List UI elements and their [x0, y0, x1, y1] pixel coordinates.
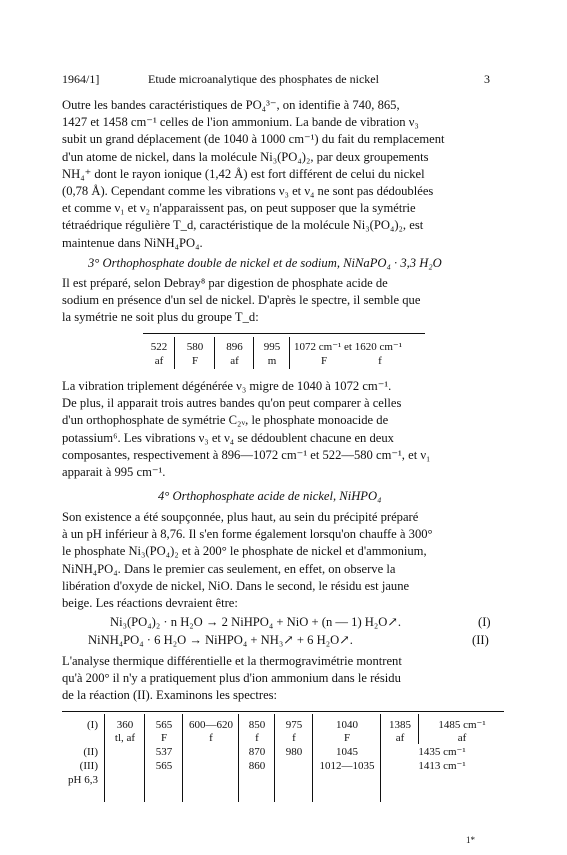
header-journal-year: 1964/1] — [62, 72, 100, 86]
table2-cell: 1413 cm⁻¹ — [418, 760, 466, 772]
table2-cell: (I) — [87, 719, 98, 731]
paragraph-line: le phosphate Ni₃(PO₄)₂ et à 200° le phosphate de nickel et d'ammonium, — [62, 544, 427, 559]
table2-cell: 565 — [155, 719, 173, 731]
paragraph-debray-preparation — [62, 275, 420, 327]
section-3-title: 3° Orthophosphate double de nickel et de sodium, NiNaPO₄ · 3,3 H₂O — [88, 256, 442, 270]
table2-cell: 537 — [155, 746, 173, 758]
table2-cell: 1045 — [336, 746, 358, 758]
table2-top-rule — [62, 711, 504, 712]
table2-cell: 1040 — [336, 719, 358, 731]
table2-cell: 565 — [155, 760, 173, 772]
table1-divider — [214, 337, 215, 369]
paragraph-line: sodium en présence d'un sel de nickel. D'après le spectre, il semble que — [62, 293, 421, 308]
paragraph-line: apparait à 995 cm⁻¹. — [62, 465, 166, 480]
paragraph-line: d'un atome de nickel, dans la molécule Ni₃(PO₄)₂, par deux groupements — [62, 149, 429, 164]
table2-cell: f — [255, 732, 259, 744]
paragraph-line: NH₄⁺ dont le rayon ionique (1,42 Å) est fort différent de celui du nickel — [62, 166, 425, 181]
header-title: Etude microanalytique des phosphates de nickel — [148, 72, 379, 86]
paragraph-line: la symétrie ne soit plus du groupe T_d: — [62, 310, 259, 325]
table1-divider — [174, 337, 175, 369]
table1-top-rule — [143, 333, 425, 334]
table2-cell: pH 6,3 — [68, 774, 98, 786]
table1-intensity: m — [267, 355, 277, 367]
paragraph-line: de la réaction (II). Examinons les spectres: — [62, 688, 278, 703]
table1-value: 1072 cm⁻¹ et 1620 cm⁻¹ — [294, 341, 403, 353]
table2-cell: 860 — [248, 760, 266, 772]
table2-cell: 1385 — [389, 719, 411, 731]
table2-cell: 975 — [285, 719, 303, 731]
paragraph-line: et comme ν₁ et ν₂ n'apparaissent pas, on peut supposer que la symétrie — [62, 201, 416, 216]
paragraph-line: qu'à 200° il n'y a pratiquement plus d'ion ammonium dans le résidu — [62, 671, 401, 686]
table2-cell: 1435 cm⁻¹ — [418, 746, 466, 758]
paragraph-line: beige. Les réactions devraient être: — [62, 596, 238, 611]
paragraph-line: 1427 et 1458 cm⁻¹ celles de l'ion ammonium. La bande de vibration ν₃ — [62, 115, 419, 130]
paragraph-line: Son existence a été soupçonnée, plus haut, au sein du précipité préparé — [62, 510, 419, 524]
table2-divider — [144, 714, 145, 802]
table2-divider — [312, 714, 313, 802]
table2-cell: (II) — [83, 746, 98, 758]
table2-cell: af — [457, 732, 467, 744]
table2-cell: (III) — [79, 760, 98, 772]
table2-cell: 1012—1035 — [319, 760, 375, 772]
table1-divider — [289, 337, 290, 369]
table1-intensity: F — [191, 355, 199, 367]
table2-cell: f — [292, 732, 296, 744]
paragraph-line: NiNH₄PO₄. Dans le premier cas seulement, en effet, on observe la — [62, 561, 396, 576]
table2-cell: 980 — [285, 746, 303, 758]
paragraph-nu3-migration — [62, 378, 430, 481]
paragraph-line: tétraédrique régulière T_d, caractéristique de la molécule Ni₃(PO₄)₂, est — [62, 218, 424, 233]
paragraph-line: potassium⁶. Les vibrations ν₃ et ν₄ se dédoublent chacune en deux — [62, 430, 394, 445]
paragraph-line: Outre les bandes caractéristiques de PO₄³⁻, on identifie à 740, 865, — [62, 98, 400, 112]
paragraph-line: Il est préparé, selon Debray⁸ par digestion de phosphate acide de — [62, 276, 388, 290]
table1-intensity: F — [320, 355, 328, 367]
table2-cell: 850 — [248, 719, 266, 731]
paragraph-thermal-analysis — [62, 653, 402, 705]
paragraph-line: (0,78 Å). Cependant comme les vibrations ν₃ et ν₄ ne sont pas dédoublées — [62, 184, 434, 199]
table2-cell: f — [209, 732, 213, 744]
paragraph-line: composantes, respectivement à 896—1072 cm⁻¹ et 522—580 cm⁻¹, et ν₁ — [62, 447, 431, 462]
paragraph-line: La vibration triplement dégénérée ν₃ migre de 1040 à 1072 cm⁻¹. — [62, 379, 392, 393]
table1-value: 896 — [226, 341, 243, 353]
table1-intensity: f — [378, 355, 382, 367]
table2-divider — [418, 714, 419, 744]
table2-cell: 360 — [116, 719, 134, 731]
paragraph-line: De plus, il apparait trois autres bandes qu'on peut comparer à celles — [62, 396, 402, 411]
table2-cell: F — [343, 732, 351, 744]
table1-divider — [253, 337, 254, 369]
table2-cell: af — [395, 732, 405, 744]
table2-cell: 870 — [248, 746, 266, 758]
paragraph-line: d'un orthophosphate de symétrie C₂ᵥ, le phosphate monoacide de — [62, 413, 389, 428]
table1-intensity: af — [230, 355, 239, 367]
table2-divider — [380, 714, 381, 802]
paragraph-line: subit un grand déplacement (de 1040 à 1000 cm⁻¹) du fait du remplacement — [62, 132, 445, 147]
section-4-title: 4° Orthophosphate acide de nickel, NiHPO₄ — [158, 489, 382, 503]
signature-mark: 1* — [466, 835, 475, 845]
paragraph-line: à un pH inférieur à 8,76. Il s'en forme également lorsqu'on chauffe à 300° — [62, 527, 433, 542]
equation-2-label: (II) — [472, 633, 489, 647]
equation-1: Ni₃(PO₄)₂ · n H₂O → 2 NiHPO₄ + NiO + (n — 1) H₂O↗. — [110, 615, 402, 629]
paragraph-ammonium-bands — [62, 97, 445, 252]
equation-2: NiNH₄PO₄ · 6 H₂O → NiHPO₄ + NH₃↗ + 6 H₂O↗. — [88, 633, 353, 647]
table2-divider — [274, 714, 275, 802]
paragraph-line: L'analyse thermique différentielle et la thermogravimétrie montrent — [62, 654, 402, 668]
table1-value: 995 — [263, 341, 281, 353]
table1-value: 522 — [150, 341, 168, 353]
equation-1-label: (I) — [478, 615, 491, 629]
table2-cell: 1485 cm⁻¹ — [438, 719, 486, 731]
page-number: 3 — [484, 72, 490, 86]
table2-divider — [104, 714, 105, 802]
table1-value: 580 — [186, 341, 204, 353]
table2-divider — [182, 714, 183, 802]
table2-cell: 600—620 — [189, 719, 233, 731]
paragraph-nihpo4-existence — [62, 509, 433, 612]
paragraph-line: maintenue dans NiNH₄PO₄. — [62, 235, 203, 250]
table1-intensity: af — [154, 355, 164, 367]
paragraph-line: libération d'oxyde de nickel, NiO. Dans le second, le résidu est jaune — [62, 578, 410, 593]
table2-divider — [238, 714, 239, 802]
table2-cell: F — [160, 732, 168, 744]
table2-cell: tl, af — [114, 732, 136, 744]
